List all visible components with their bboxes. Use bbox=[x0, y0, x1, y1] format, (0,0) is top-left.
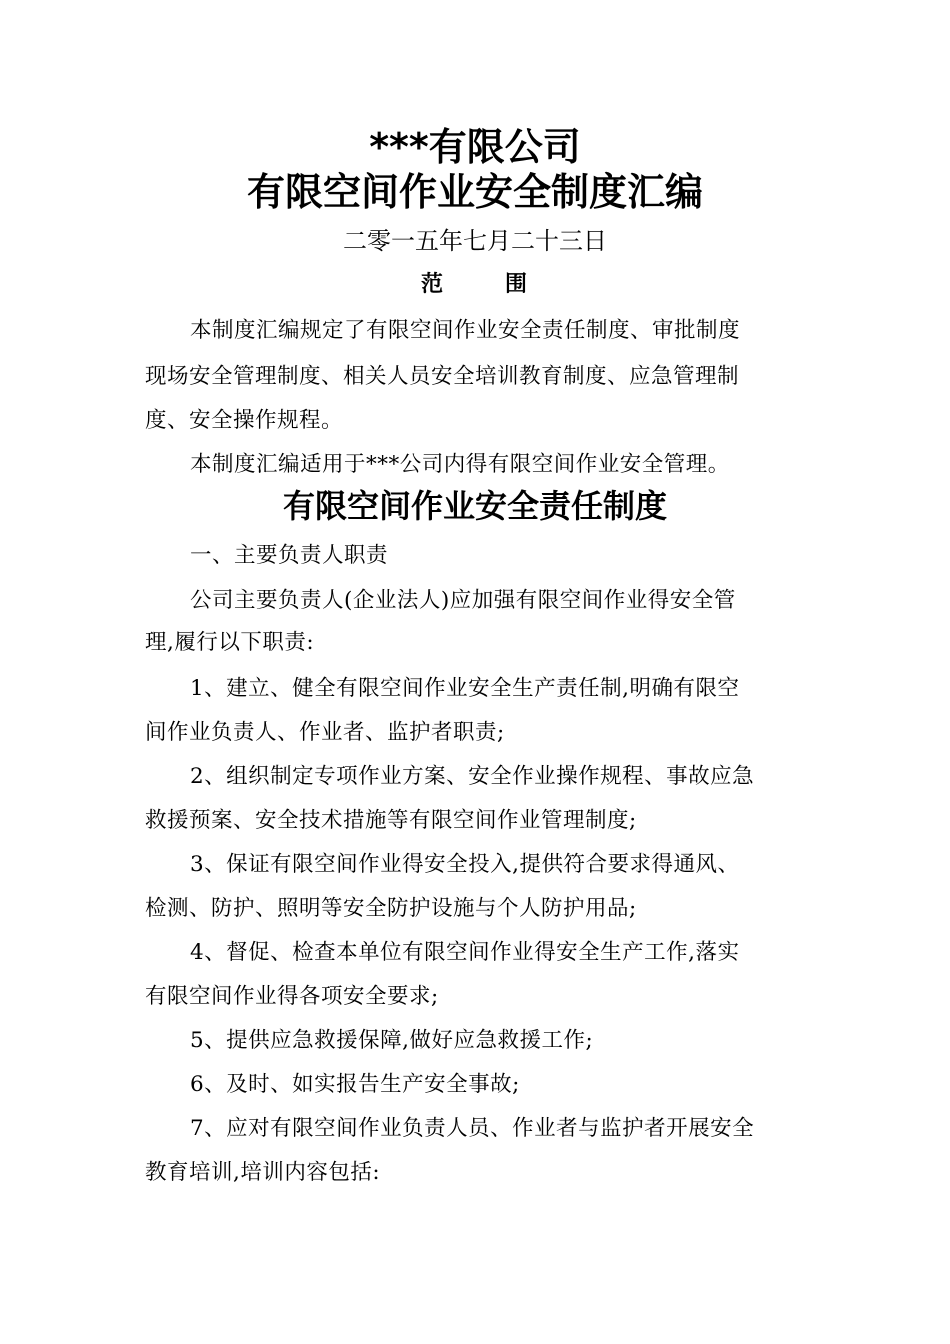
duty-item-line: 救援预案、安全技术措施等有限空间作业管理制度; bbox=[145, 808, 637, 833]
scope-paragraph-line: 现场安全管理制度、相关人员安全培训教育制度、应急管理制 bbox=[145, 364, 740, 389]
document-title: 有限空间作业安全制度汇编 bbox=[246, 170, 703, 214]
duty-item-line: 有限空间作业得各项安全要求; bbox=[145, 984, 439, 1009]
company-title: ***有限公司 bbox=[369, 125, 581, 169]
duty-item-line: 4、督促、检查本单位有限空间作业得安全生产工作,落实 bbox=[190, 940, 740, 965]
intro-paragraph-line: 理,履行以下职责: bbox=[145, 630, 315, 655]
scope-applicability-paragraph: 本制度汇编适用于***公司内得有限空间作业安全管理。 bbox=[190, 452, 730, 477]
scope-heading-char-2: 围 bbox=[505, 271, 530, 297]
duty-item-line: 间作业负责人、作业者、监护者职责; bbox=[145, 720, 505, 745]
scope-paragraph-line: 度、安全操作规程。 bbox=[145, 408, 344, 433]
duty-item-line: 7、应对有限空间作业负责人员、作业者与监护者开展安全 bbox=[190, 1116, 755, 1141]
duty-item-line: 检测、防护、照明等安全防护设施与个人防护用品; bbox=[145, 896, 637, 921]
intro-paragraph-line: 公司主要负责人(企业法人)应加强有限空间作业得安全管 bbox=[190, 588, 736, 613]
scope-heading bbox=[0, 270, 950, 298]
subsection-heading: 一、主要负责人职责 bbox=[190, 543, 389, 568]
section-title: 有限空间作业安全责任制度 bbox=[282, 487, 667, 525]
duty-item-line: 3、保证有限空间作业得安全投入,提供符合要求得通风、 bbox=[190, 852, 740, 877]
duty-item-line: 5、提供应急救援保障,做好应急救援工作; bbox=[190, 1028, 594, 1053]
duty-item-line: 教育培训,培训内容包括: bbox=[145, 1160, 381, 1185]
document-date: 二零一五年七月二十三日 bbox=[343, 227, 607, 255]
duty-item-line: 6、及时、如实报告生产安全事故; bbox=[190, 1072, 520, 1097]
duty-item-line: 2、组织制定专项作业方案、安全作业操作规程、事故应急 bbox=[190, 764, 755, 789]
scope-paragraph-line: 本制度汇编规定了有限空间作业安全责任制度、审批制度 bbox=[190, 318, 741, 343]
scope-heading-char-1: 范 bbox=[420, 271, 445, 297]
duty-item-line: 1、建立、健全有限空间作业安全生产责任制,明确有限空 bbox=[190, 676, 740, 701]
